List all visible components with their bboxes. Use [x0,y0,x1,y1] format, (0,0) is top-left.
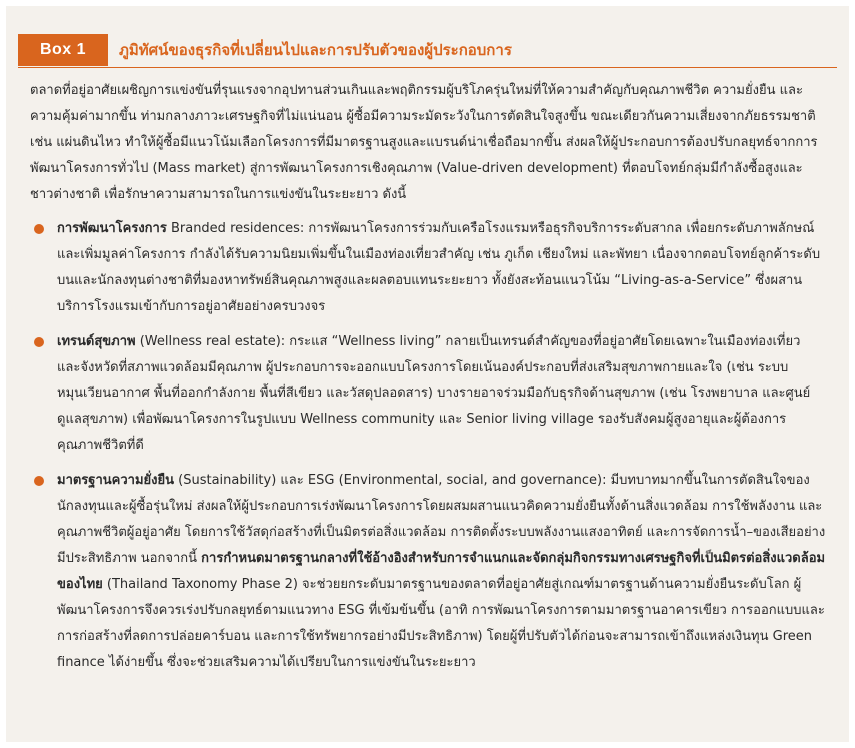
bullet-emphasis: การกำหนดมาตรฐานกลางที่ใช้อ้างอิงสำหรับการจำแนกและจัดกลุ่มกิจกรรมทางเศรษฐกิจที่เป็นมิตรต่อสิ่งแวดล้อมของไทย [57,551,826,592]
bullet-item-wellness [30,329,826,459]
bullet-body: (Wellness real estate): กระแส “Wellness living” กลายเป็นเทรนด์สำคัญของที่อยู่อาศัยโดยเฉพาะในเมืองท่องเที่ยว และจังหวัดที่สภาพแวดล้อมมีคุณภาพ ผู้ประกอบการจะออกแบบโครงการโดยเน้นองค์ประกอบที่ส่งเสริมสุขภาพกายและใจ (เช่น ระบบหมุนเวียนอากาศ พื้นที่ออกกำลังกาย พื้นที่สีเขียว และวัสดุปลอดสาร) บางรายอาจร่วมมือกับธุรกิจด้านสุขภาพ (เช่น โรงพยาบาล และศูนย์ดูแลสุขภาพ) เพื่อพัฒนาโครงการในรูปแบบ Wellness community และ Senior living village รองรับสังคมผู้สูงอายุและผู้ต้องการคุณภาพชีวิตที่ดี [57,334,811,453]
info-box [6,6,849,742]
box-title: ภูมิทัศน์ของธุรกิจที่เปลี่ยนไปและการปรับตัวของผู้ประกอบการ [119,41,512,59]
box-content [30,78,826,685]
bullet-heading: การพัฒนาโครงการ [57,221,167,236]
box-label-badge: Box 1 [18,34,108,66]
bullet-dot-icon [34,224,44,234]
bullet-body: (Sustainability) และ ESG (Environmental, social, and governance): มีบทบาทมากขึ้นในการตัดสินใจของนักลงทุนและผู้ซื้อรุ่นใหม่ ส่งผลให้ผู้ประกอบการเร่งพัฒนาโครงการโดยผสมผสานแนวคิดความยั่งยืนทั้งด้านสิ่งแวดล้อม การใช้พลังงาน และคุณภาพชีวิตผู้อยู่อาศัย โดยการใช้วัสดุก่อสร้างที่เป็นมิตรต่อสิ่งแวดล้อม การติดตั้งระบบพลังงานแสงอาทิตย์ และการจัดการน้ำ–ของเสียอย่างมีประสิทธิภาพ นอกจากนี้ [57,473,826,566]
bullet-dot-icon [34,337,44,347]
bullet-item-branded-residences [30,216,826,320]
bullet-heading: เทรนด์สุขภาพ [57,334,136,349]
header-divider [18,67,837,68]
bullet-body: Branded residences: การพัฒนาโครงการร่วมกับเครือโรงแรมหรือธุรกิจบริการระดับสากล เพื่อยกระดับภาพลักษณ์และเพิ่มมูลค่าโครงการ กำลังได้รับความนิยมเพิ่มขึ้นในเมืองท่องเที่ยวสำคัญ เช่น ภูเก็ต เชียงใหม่ และพัทยา เนื่องจากตอบโจทย์ลูกค้าระดับบนและนักลงทุนต่างชาติที่มองหาทรัพย์สินคุณภาพสูงและผลตอบแทนระยะยาว ทั้งยังสะท้อนแนวโน้ม “Living-as-a-Service” ซึ่งผสานบริการโรงแรมเข้ากับการอยู่อาศัยอย่างครบวงจร [57,221,821,314]
bullet-tail: (Thailand Taxonomy Phase 2) จะช่วยยกระดับมาตรฐานของตลาดที่อยู่อาศัยสู่เกณฑ์มาตรฐานด้านความยั่งยืนระดับโลก ผู้พัฒนาโครงการจึงควรเร่งปรับกลยุทธ์ตามแนวทาง ESG ที่เข้มข้นขึ้น (อาทิ การพัฒนาโครงการตามมาตรฐานอาคารเขียว การออกแบบและการก่อสร้างที่ลดการปล่อยคาร์บอน และการใช้ทรัพยากรอย่างมีประสิทธิภาพ) โดยผู้ที่ปรับตัวได้ก่อนจะสามารถเข้าถึงแหล่งเงินทุน Green finance ได้ง่ายขึ้น ซึ่งจะช่วยเสริมความได้เปรียบในการแข่งขันในระยะยาว [57,577,825,670]
bullet-dot-icon [34,476,44,486]
bullet-heading: มาตรฐานความยั่งยืน [57,473,174,488]
box-header [6,34,849,66]
intro-paragraph: ตลาดที่อยู่อาศัยเผชิญการแข่งขันที่รุนแรงจากอุปทานส่วนเกินและพฤติกรรมผู้บริโภครุ่นใหม่ที่ให้ความสำคัญกับคุณภาพชีวิต ความยั่งยืน และความคุ้มค่ามากขึ้น ท่ามกลางภาวะเศรษฐกิจที่ไม่แน่นอน ผู้ซื้อมีความระมัดระวังในการตัดสินใจสูงขึ้น ขณะเดียวกันความเสี่ยงจากภัยธรรมชาติ เช่น แผ่นดินไหว ทำให้ผู้ซื้อมีแนวโน้มเลือกโครงการที่มีมาตรฐานสูงและแบรนด์น่าเชื่อถือมากขึ้น ส่งผลให้ผู้ประกอบการต้องปรับกลยุทธ์จากการพัฒนาโครงการทั่วไป (Mass market) สู่การพัฒนาโครงการเชิงคุณภาพ (Value-driven development) ที่ตอบโจทย์กลุ่มมีกำลังซื้อสูงและชาวต่างชาติ เพื่อรักษาความสามารถในการแข่งขันในระยะยาว ดังนี้ [30,83,818,202]
bullet-item-sustainability [30,468,826,676]
